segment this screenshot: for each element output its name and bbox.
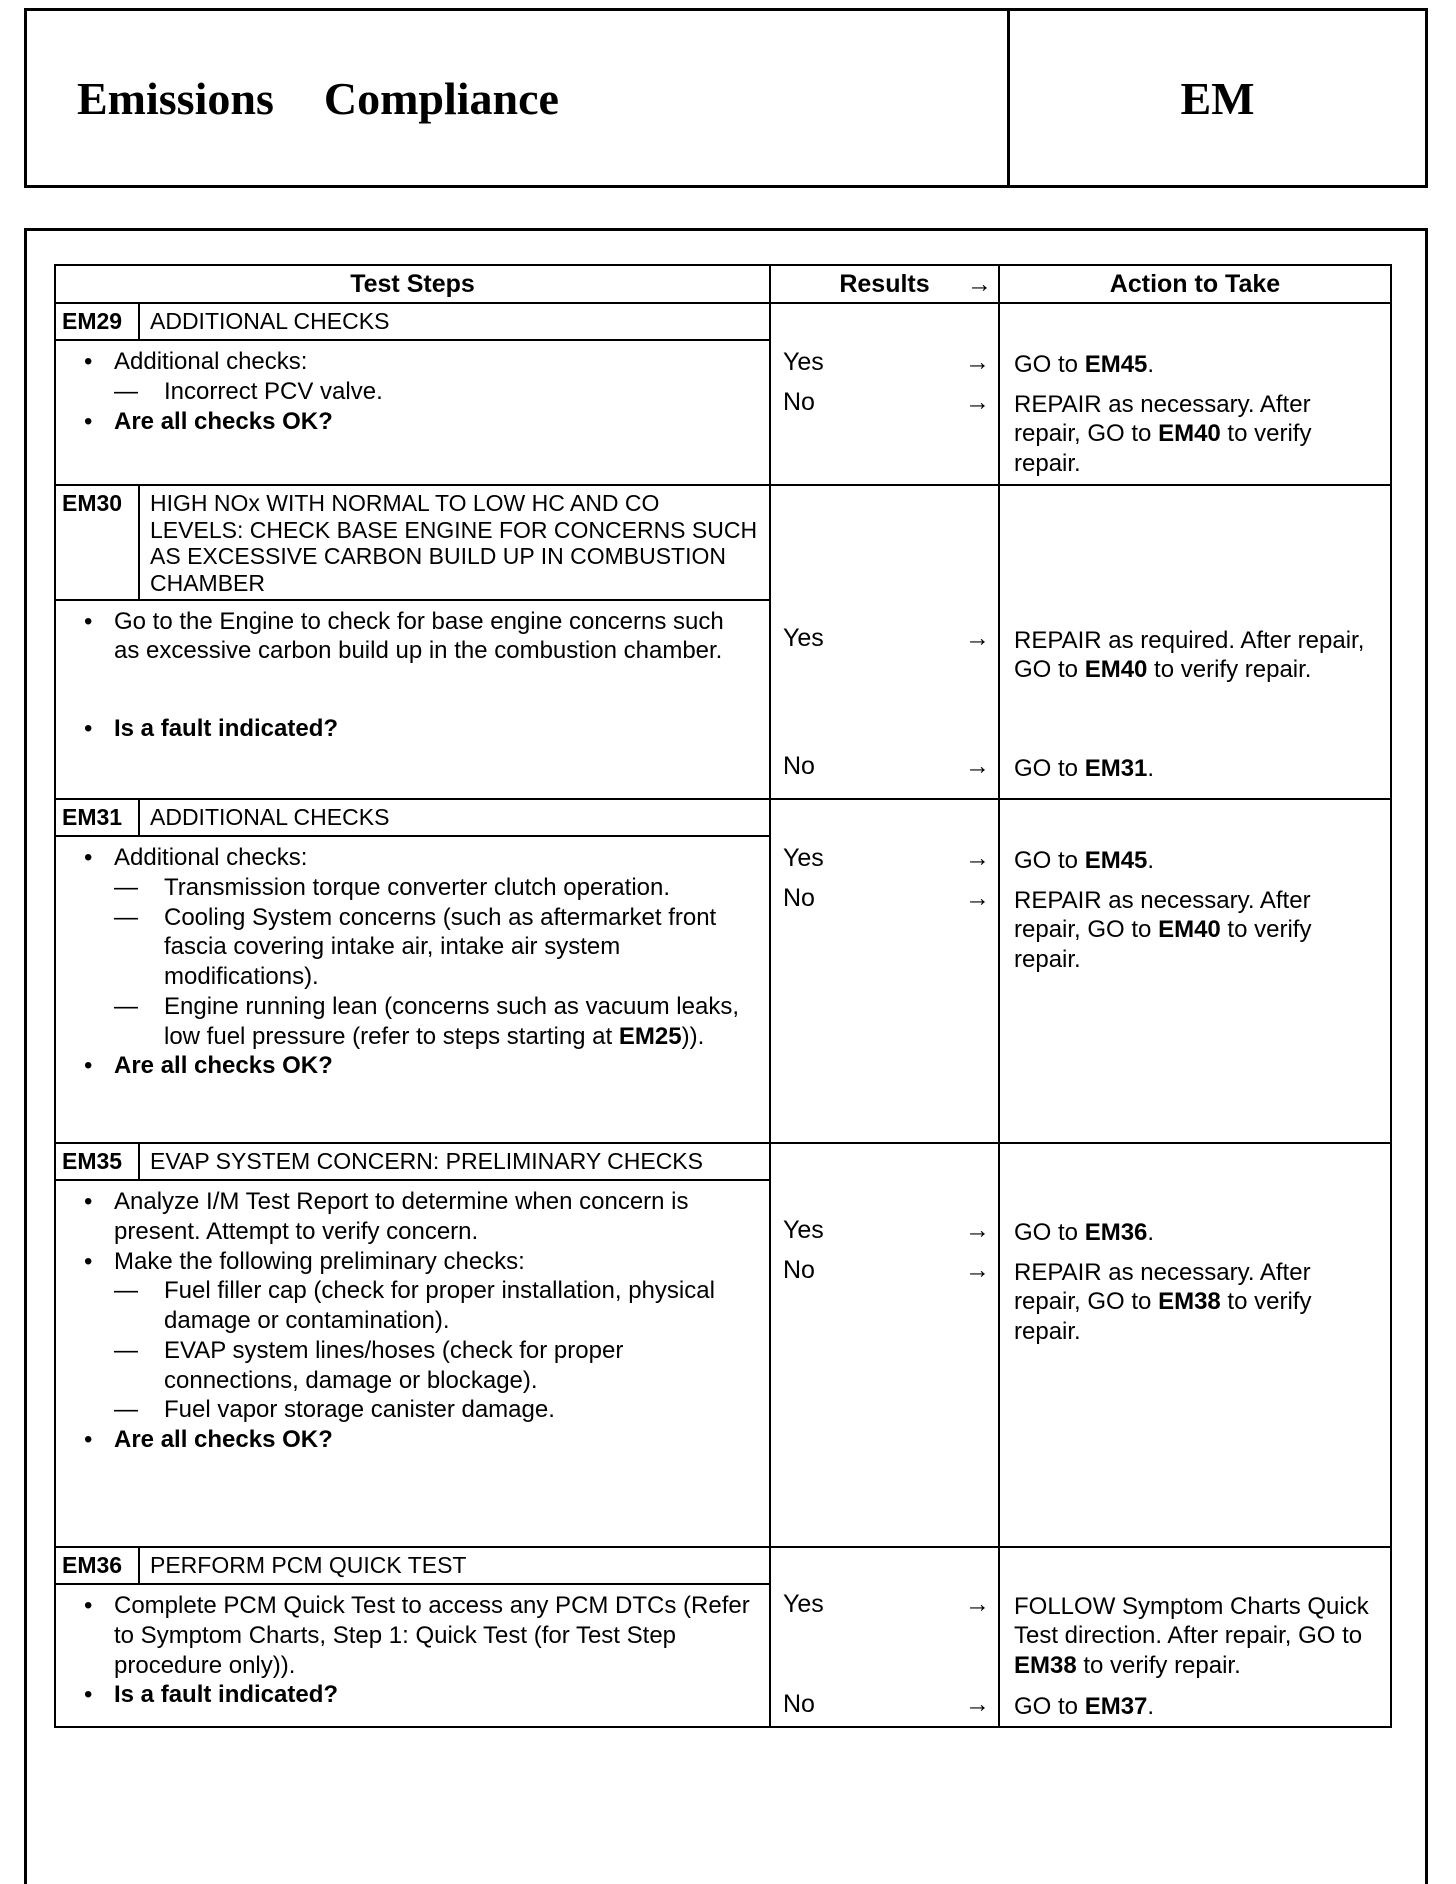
action-text: REPAIR as necessary. After repair, GO to EM40 to verify repair.: [1014, 391, 1312, 477]
step-ref: EM25: [618, 1022, 682, 1050]
table-row: [54, 1144, 1392, 1548]
dash-item: [72, 1276, 753, 1336]
results-cell: [771, 486, 1000, 798]
action-text: GO to EM31.: [1014, 755, 1155, 782]
arrow-icon: →: [965, 1256, 990, 1284]
action-text: GO to EM36.: [1014, 1219, 1155, 1246]
step-title: ADDITIONAL CHECKS: [150, 308, 390, 334]
step-header: [56, 486, 769, 601]
arrow-icon: →: [965, 1216, 990, 1244]
action-text: GO to EM45.: [1014, 351, 1155, 378]
action-text: GO to EM37.: [1014, 1693, 1155, 1720]
result-label: Yes: [783, 844, 824, 872]
result-label: Yes: [783, 1216, 824, 1244]
bullet-item: [72, 407, 753, 437]
step-code: EM31: [56, 800, 140, 835]
bullet-icon: •: [84, 1052, 93, 1080]
result-entry: [783, 884, 990, 913]
test-step-cell: [56, 486, 771, 798]
step-text: Analyze I/M Test Report to determine when concern is present. Attempt to verify concern.: [114, 1188, 689, 1245]
table-row: [54, 304, 1392, 486]
step-text: Incorrect PCV valve.: [164, 377, 383, 405]
step-body: [56, 837, 769, 1085]
arrow-icon: →: [965, 844, 990, 872]
action-cell: [1000, 1144, 1390, 1546]
result-label: Yes: [783, 624, 824, 652]
results-cell: [771, 1144, 1000, 1546]
step-body: [56, 341, 769, 440]
table-row: [54, 800, 1392, 1144]
step-header: [56, 800, 769, 837]
bullet-item: [72, 1051, 753, 1081]
dash-item: [72, 873, 753, 903]
step-text: Go to the Engine to check for base engine concerns such as excessive carbon build up in the combustion chamber.: [114, 607, 724, 665]
step-body: [56, 1181, 769, 1459]
arrow-icon: →: [965, 348, 990, 376]
result-entry: [783, 844, 990, 873]
step-code: EM30: [56, 486, 140, 599]
result-label: No: [783, 752, 815, 780]
bullet-item: [72, 1680, 753, 1710]
action-text: REPAIR as required. After repair, GO to EM40 to verify repair.: [1014, 627, 1365, 684]
bullet-icon: •: [84, 1681, 93, 1709]
test-step-cell: [56, 800, 771, 1142]
step-link: EM37: [1084, 1693, 1148, 1720]
step-text: Make the following preliminary checks:: [114, 1247, 525, 1275]
test-step-cell: [56, 1548, 771, 1726]
action-cell: [1000, 1548, 1390, 1726]
bullet-item: [72, 1187, 753, 1247]
action-cell: [1000, 304, 1390, 484]
dash-mark: —: [114, 1277, 138, 1305]
step-text: Fuel vapor storage canister damage.: [164, 1396, 555, 1424]
step-code: EM36: [56, 1548, 140, 1583]
test-step-cell: [56, 1144, 771, 1546]
arrow-icon: →: [965, 624, 990, 652]
step-link: EM38: [1158, 1288, 1221, 1316]
dash-mark: —: [114, 903, 138, 931]
action-text: REPAIR as necessary. After repair, GO to EM38 to verify repair.: [1014, 1259, 1312, 1345]
arrow-icon: →: [965, 884, 990, 912]
header-results-label: Results: [839, 269, 930, 298]
step-text: Engine running lean (concerns such as vacuum leaks, low fuel pressure (refer to steps starting at EM25)).: [164, 992, 739, 1050]
result-label: Yes: [783, 348, 824, 376]
table-row: [54, 486, 1392, 800]
arrow-icon: →: [965, 1690, 990, 1718]
bullet-item: [72, 1425, 753, 1455]
step-link: EM40: [1084, 656, 1148, 684]
bullet-icon: •: [84, 1247, 93, 1275]
result-entry: [783, 752, 990, 781]
table-header: [54, 264, 1392, 304]
bullet-icon: •: [84, 844, 93, 871]
step-link: EM38: [1014, 1651, 1077, 1679]
result-label: Yes: [783, 1590, 824, 1618]
results-cell: [771, 800, 1000, 1142]
step-title: PERFORM PCM QUICK TEST: [150, 1552, 467, 1578]
step-title: EVAP SYSTEM CONCERN: PRELIMINARY CHECKS: [150, 1148, 703, 1174]
step-text: Additional checks:: [114, 844, 308, 871]
step-code: EM29: [56, 304, 140, 339]
table-body: [54, 304, 1392, 1728]
step-header: [56, 304, 769, 341]
test-step-cell: [56, 304, 771, 484]
header-action: Action to Take: [1109, 269, 1281, 298]
dash-mark: —: [114, 377, 138, 405]
bullet-icon: •: [84, 1426, 93, 1453]
header-test-steps: Test Steps: [56, 266, 771, 302]
step-text: Cooling System concerns (such as aftermarket front fascia covering intake air, intake air system modifications).: [164, 903, 717, 990]
bullet-item: [72, 1247, 753, 1277]
step-text: EVAP system lines/hoses (check for proper connections, damage or blockage).: [164, 1336, 624, 1394]
step-link: EM36: [1084, 1219, 1148, 1246]
result-entry: [783, 388, 990, 417]
bullet-icon: •: [84, 715, 93, 743]
title-word-1: Emissions: [77, 72, 274, 124]
step-link: EM45: [1084, 351, 1148, 378]
dash-item: [72, 903, 753, 992]
page-title: [27, 11, 1007, 185]
step-text: Complete PCM Quick Test to access any PCM DTCs (Refer to Symptom Charts, Step 1: Quick Test (for Test Step procedure only)).: [114, 1592, 750, 1679]
arrow-icon: →: [965, 1590, 990, 1618]
step-header: [56, 1548, 769, 1585]
result-entry: [783, 348, 990, 377]
results-cell: [771, 304, 1000, 484]
result-label: No: [783, 1690, 815, 1718]
result-entry: [783, 1690, 990, 1719]
arrow-icon: →: [965, 388, 990, 416]
result-entry: [783, 624, 990, 653]
bullet-icon: •: [84, 607, 93, 635]
step-text: Additional checks:: [114, 348, 308, 375]
dash-mark: —: [114, 992, 138, 1020]
dash-item: [72, 377, 753, 407]
bullet-icon: •: [84, 348, 93, 375]
table-row: [54, 1548, 1392, 1728]
bullet-item: [72, 1591, 753, 1680]
dash-item: [72, 1395, 753, 1425]
section-code: EM: [1180, 72, 1255, 124]
dash-mark: —: [114, 1396, 138, 1424]
arrow-icon: →: [967, 269, 992, 298]
title-word-2: Compliance: [323, 72, 559, 124]
step-link: EM40: [1158, 420, 1221, 448]
test-steps-table: [54, 264, 1392, 1728]
step-question: Are all checks OK?: [114, 407, 333, 435]
bullet-item: [72, 843, 753, 873]
bullet-item: [72, 607, 753, 667]
step-question: Are all checks OK?: [114, 1052, 333, 1080]
action-text: REPAIR as necessary. After repair, GO to EM40 to verify repair.: [1014, 887, 1312, 973]
result-entry: [783, 1256, 990, 1285]
step-code: EM35: [56, 1144, 140, 1179]
step-header: [56, 1144, 769, 1181]
action-text: GO to EM45.: [1014, 847, 1155, 874]
dash-mark: —: [114, 1336, 138, 1364]
action-text: FOLLOW Symptom Charts Quick Test direction. After repair, GO to EM38 to verify repair.: [1014, 1593, 1369, 1679]
step-question: Is a fault indicated?: [114, 1681, 339, 1709]
step-body: [56, 1585, 769, 1714]
result-label: No: [783, 1256, 815, 1284]
step-text: Fuel filler cap (check for proper installation, physical damage or contamination).: [164, 1277, 715, 1334]
bullet-item: [72, 714, 753, 744]
dash-item: [72, 992, 753, 1052]
step-link: EM40: [1158, 916, 1221, 944]
action-cell: [1000, 486, 1390, 798]
bullet-item: [72, 347, 753, 377]
result-entry: [783, 1216, 990, 1245]
bullet-icon: •: [84, 1592, 93, 1619]
action-cell: [1000, 800, 1390, 1142]
results-cell: [771, 1548, 1000, 1726]
step-title: ADDITIONAL CHECKS: [150, 804, 390, 830]
step-link: EM31: [1084, 755, 1148, 782]
result-entry: [783, 1590, 990, 1619]
bullet-icon: •: [84, 407, 93, 435]
step-title: HIGH NOx WITH NORMAL TO LOW HC AND CO LEVELS: CHECK BASE ENGINE FOR CONCERNS SUCH AS EXCESSIVE CARBON BUILD UP IN COMBUSTION CHAMBER: [150, 490, 758, 597]
header-results: [771, 266, 1000, 302]
step-link: EM45: [1084, 847, 1148, 874]
result-label: No: [783, 884, 815, 912]
step-question: Are all checks OK?: [114, 1426, 333, 1453]
bullet-icon: •: [84, 1188, 93, 1215]
step-body: [56, 601, 769, 748]
arrow-icon: →: [965, 752, 990, 780]
step-question: Is a fault indicated?: [114, 715, 339, 743]
result-label: No: [783, 388, 815, 416]
dash-item: [72, 1336, 753, 1396]
dash-mark: —: [114, 873, 138, 901]
page-header: [24, 8, 1428, 188]
step-text: Transmission torque converter clutch operation.: [164, 873, 671, 901]
